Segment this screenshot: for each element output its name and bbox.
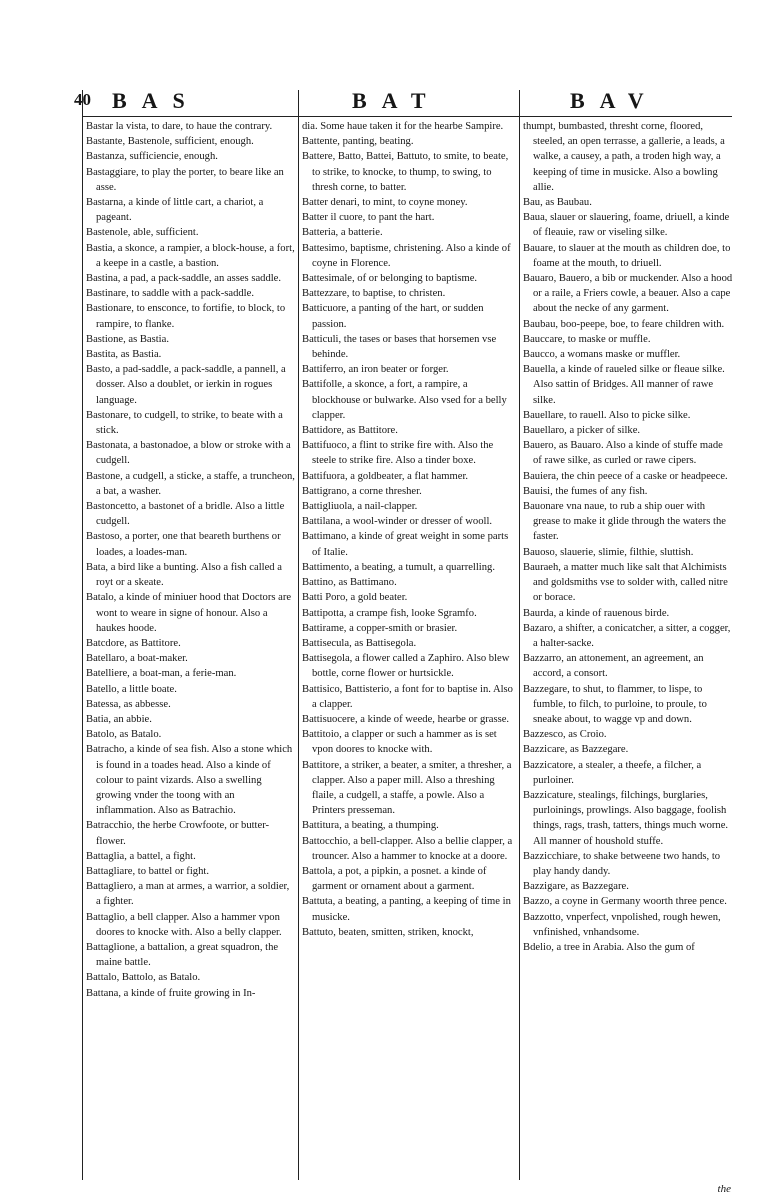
- dictionary-entry: Bazzarro, an attonement, an agreement, an accord, a consort.: [523, 653, 704, 680]
- dictionary-entry: Battifuoco, a flint to strike fire with. Also the steele to strike fire. Also a tinder boxe.: [302, 440, 494, 467]
- catchword: the: [717, 1183, 731, 1195]
- dictionary-entry: Batter il cuore, to pant the hart.: [302, 212, 435, 224]
- dictionary-entry: Bata, a bird like a bunting. Also a fish called a royt or a skeate.: [86, 561, 282, 589]
- dictionary-entry: Bastita, as Bastia.: [86, 349, 162, 361]
- dictionary-entry: Bdelio, a tree in Arabia. Also the gum of: [523, 941, 695, 953]
- dictionary-entry: Battisecula, as Battisegola.: [302, 637, 417, 649]
- dictionary-entry: Battezzare, to baptise, to christen.: [302, 288, 446, 300]
- dictionary-entry: Battifuora, a goldbeater, a flat hammer.: [302, 470, 469, 482]
- running-head-right: BAV: [570, 88, 659, 113]
- dictionary-entry: Batia, an abbie.: [86, 713, 152, 725]
- dictionary-entry: Bauiera, the chin peece of a caske or headpeece.: [523, 470, 728, 482]
- dictionary-entry: Battigliuola, a nail-clapper.: [302, 501, 418, 513]
- dictionary-entry: Batalo, a kinde of miniuer hood that Doctors are wont to weare in signe of honour. Also a haukes hoode.: [86, 592, 292, 634]
- dictionary-entry: Bazaro, a shifter, a conicatcher, a sitter, a cogger, a halter-sacke.: [523, 622, 731, 649]
- dictionary-entry: Battisegola, a flower called a Zaphiro. Also blew bottle, corne flower or hurtsickle.: [302, 653, 510, 680]
- dictionary-entry: Bastone, a cudgell, a sticke, a staffe, a truncheon, a bat, a washer.: [86, 470, 295, 497]
- dictionary-entry: Battaglio, a bell clapper. Also a hammer vpon doores to knocke with. Also a belly clapper.: [86, 911, 282, 938]
- dictionary-entry: Batelliere, a boat-man, a ferie-man.: [86, 668, 237, 680]
- dictionary-entry: Bauaro, Bauero, a bib or muckender. Also a hood or a raile, a Friers cowle, a beauer. Also a cape about the necke of any garment.: [523, 273, 733, 315]
- dictionary-entry: Baucco, a womans maske or muffler.: [523, 349, 681, 361]
- dictionary-entry: Battesimo, baptisme, christening. Also a kinde of coyne in Florence.: [302, 242, 511, 269]
- dictionary-entry: Bazzegare, to shut, to flammer, to lispe, to fumble, to filch, to purloine, to proule, to sneake about, to wagge vp and down.: [523, 683, 707, 725]
- dictionary-entry: Battirame, a copper-smith or brasier.: [302, 622, 458, 634]
- dictionary-entry: Bastonata, a bastonadoe, a blow or stroke with a cudgell.: [86, 440, 291, 467]
- dictionary-entry: Bazzicchiare, to shake betweene two hands, to play handy dandy.: [523, 850, 721, 877]
- dictionary-entry: Bastoso, a porter, one that beareth burthens or loades, a loades-man.: [86, 531, 281, 558]
- dictionary-entry: Bastione, as Bastia.: [86, 333, 169, 345]
- column-divider-1: [298, 90, 299, 1180]
- page-number: 40: [74, 90, 91, 109]
- column-middle: [302, 119, 516, 940]
- dictionary-entry: Battiferro, an iron beater or forger.: [302, 364, 449, 376]
- dictionary-entry: Baua, slauer or slauering, foame, driuell, a kinde of fleauie, raw or viseling silke.: [523, 212, 730, 239]
- dictionary-entry: Bastinare, to saddle with a pack-saddle.: [86, 288, 254, 300]
- left-border-rule: [82, 90, 83, 1180]
- dictionary-entry: Battente, panting, beating.: [302, 136, 414, 148]
- dictionary-entry: Bau, as Baubau.: [523, 197, 592, 209]
- dictionary-entry: Bauella, a kinde of raueled silke or fleaue silke. Also sattin of Bridges. All manner of rawe silke.: [523, 364, 725, 406]
- dictionary-entry: Baurda, a kinde of rauenous birde.: [523, 607, 670, 619]
- dictionary-entry: Bauare, to slauer at the mouth as children doe, to foame at the mouth, to driuell.: [523, 242, 731, 269]
- dictionary-entry: Battidore, as Battitore.: [302, 425, 398, 437]
- dictionary-entry: Bauoso, slauerie, slimie, filthie, sluttish.: [523, 546, 694, 558]
- running-head-center: BAT: [352, 88, 441, 113]
- dictionary-entry: Bazzicatore, a stealer, a theefe, a filcher, a purloiner.: [523, 759, 702, 786]
- dictionary-entry: Bauellare, to rauell. Also to picke silke.: [523, 409, 691, 421]
- dictionary-entry: Batracchio, the herbe Crowfoote, or butter-flower.: [86, 820, 270, 847]
- dictionary-entry: Battitura, a beating, a thumping.: [302, 820, 439, 832]
- column-left: [86, 119, 296, 1001]
- dictionary-entry: Bastar la vista, to dare, to haue the contrary.: [86, 121, 273, 132]
- dictionary-entry: Bastionare, to ensconce, to fortifie, to block, to rampire, to flanke.: [86, 303, 286, 330]
- dictionary-entry: Batellaro, a boat-maker.: [86, 653, 188, 665]
- dictionary-entry: Battimento, a beating, a tumult, a quarrelling.: [302, 561, 495, 573]
- dictionary-entry: Battitore, a striker, a beater, a smiter, a thresher, a clapper. Also a paper mill. Also a threshing flaile, a cudgell, a staffe, a powle. Also a Printers presseman.: [302, 759, 512, 817]
- dictionary-entry: Bauisi, the fumes of any fish.: [523, 485, 648, 497]
- running-head-left: BAS: [112, 88, 200, 113]
- dictionary-entry: Bastanza, sufficiencie, enough.: [86, 151, 218, 163]
- dictionary-entry: Battola, a pot, a pipkin, a posnet. a kinde of garment or ornament about a garment.: [302, 865, 487, 893]
- dictionary-entry: Batticuli, the tases or bases that horsemen vse behinde.: [302, 333, 497, 361]
- dictionary-entry: Battipotta, a crampe fish, looke Sgramfo.: [302, 607, 477, 619]
- dictionary-entry: Bazzigare, as Bazzegare.: [523, 881, 629, 893]
- dictionary-entry: Battigrano, a corne thresher.: [302, 485, 422, 497]
- dictionary-entry: Batteria, a batterie.: [302, 227, 383, 239]
- dictionary-entry: Bazzicature, stealings, filchings, burglaries, purloinings, prowlings. Also baggage, foolish things, rags, trash, tatters, things much worne. All manner of houshold stuffe.: [523, 789, 729, 847]
- dictionary-entry: Bauonare vna naue, to rub a ship ouer with grease to make it glide through the waters the faster.: [523, 501, 726, 543]
- dictionary-entry: Battesimale, of or belonging to baptisme.: [302, 273, 478, 285]
- dictionary-entry: Bazzotto, vnperfect, vnpolished, rough hewen, vnfinished, vnhandsome.: [523, 911, 721, 938]
- dictionary-entry: dia. Some haue taken it for the hearbe Sampire.: [302, 121, 504, 132]
- column-right: [523, 119, 733, 955]
- dictionary-entry: Bastaggiare, to play the porter, to beare like an asse.: [86, 166, 284, 193]
- dictionary-entry: Battagliero, a man at armes, a warrior, a soldier, a fighter.: [86, 881, 290, 908]
- dictionary-entry: Battitoio, a clapper or such a hammer as is set vpon doores to knocke with.: [302, 729, 497, 756]
- dictionary-entry: thumpt, bumbasted, thresht corne, floored, steeled, an open terrasse, a gallerie, a leads, a walke, a causey, a path, a troden high way, a keeping of time in musicke. Also a bowling allie.: [523, 121, 725, 193]
- column-divider-2: [519, 90, 520, 1180]
- dictionary-entry: Batticuore, a panting of the hart, or sudden passion.: [302, 303, 484, 330]
- dictionary-entry: Battana, a kinde of fruite growing in In-: [86, 987, 256, 999]
- dictionary-entry: Bazzicare, as Bazzegare.: [523, 744, 629, 756]
- dictionary-entry: Battifolle, a skonce, a fort, a rampire, a blockhouse or bulwarke. Also vsed for a belly clapper.: [302, 379, 507, 421]
- dictionary-entry: Batracho, a kinde of sea fish. Also a stone which is found in a toades head. Also a kinde of colour to paint vizards. Also a swelling growing vnder the toong with an inflammation. Also as Batrachio.: [86, 744, 293, 817]
- dictionary-entry: Bazzesco, as Croio.: [523, 729, 607, 741]
- dictionary-entry: Battere, Batto, Battei, Battuto, to smite, to beate, to strike, to knocke, to thump, to swing, to thresh corne, to batter.: [302, 151, 509, 193]
- dictionary-entry: Bastarna, a kinde of little cart, a chariot, a pageant.: [86, 197, 264, 224]
- dictionary-entry: Batessa, as abbesse.: [86, 698, 171, 710]
- dictionary-entry: Bastoncetto, a bastonet of a bridle. Also a little cudgell.: [86, 501, 285, 528]
- dictionary-entry: Bastante, Bastenole, sufficient, enough.: [86, 136, 254, 148]
- dictionary-entry: Battisico, Battisterio, a font for to baptise in. Also a clapper.: [302, 683, 513, 710]
- dictionary-entry: Battuta, a beating, a panting, a keeping of time in musicke.: [302, 896, 511, 923]
- dictionary-entry: Battilana, a wool-winder or dresser of wooll.: [302, 516, 493, 528]
- dictionary-entry: Battuto, beaten, smitten, striken, knockt,: [302, 926, 474, 938]
- dictionary-entry: Batolo, as Batalo.: [86, 729, 162, 741]
- dictionary-entry: Bauero, as Bauaro. Also a kinde of stuffe made of rawe silke, as curled or rawe cipers.: [523, 440, 723, 467]
- dictionary-entry: Baubau, boo-peepe, boe, to feare children with.: [523, 318, 725, 330]
- dictionary-entry: Basto, a pad-saddle, a pack-saddle, a pannell, a dosser. Also a doublet, or ierkin in rogues language.: [86, 364, 286, 406]
- dictionary-entry: Battisuocere, a kinde of weede, hearbe or grasse.: [302, 713, 510, 725]
- dictionary-entry: Bastia, a skonce, a rampier, a block-house, a fort, a keepe in a castle, a bastion.: [86, 242, 295, 269]
- dictionary-entry: Battalo, Battolo, as Batalo.: [86, 972, 201, 984]
- dictionary-entry: Bastonare, to cudgell, to strike, to beate with a stick.: [86, 409, 283, 437]
- dictionary-entry: Batti Poro, a gold beater.: [302, 592, 408, 604]
- dictionary-entry: Battagliare, to battel or fight.: [86, 865, 209, 877]
- dictionary-entry: Battaglia, a battel, a fight.: [86, 850, 196, 862]
- dictionary-entry: Bazzo, a coyne in Germany woorth three pence.: [523, 896, 727, 908]
- dictionary-entry: Bastenole, able, sufficient.: [86, 227, 199, 239]
- dictionary-entry: Batter denari, to mint, to coyne money.: [302, 197, 468, 209]
- dictionary-entry: Bauccare, to maske or muffle.: [523, 333, 651, 345]
- dictionary-entry: Battaglione, a battalion, a great squadron, the maine battle.: [86, 941, 279, 969]
- dictionary-entry: Bauraeh, a matter much like salt that Alchimists and goldsmiths vse to solder with, called nitre or borace.: [523, 561, 728, 604]
- dictionary-entry: Battimano, a kinde of great weight in some parts of Italie.: [302, 531, 509, 558]
- running-heads: [90, 88, 730, 114]
- dictionary-entry: Battino, as Battimano.: [302, 577, 397, 589]
- dictionary-entry: Bastina, a pad, a pack-saddle, an asses saddle.: [86, 273, 282, 285]
- dictionary-entry: Battocchio, a bell-clapper. Also a bellie clapper, a trouncer. Also a hammer to knocke at a doore.: [302, 835, 513, 862]
- dictionary-entry: Batello, a little boate.: [86, 683, 177, 695]
- header-rule: [82, 116, 732, 117]
- dictionary-entry: Batcdore, as Battitore.: [86, 637, 181, 649]
- dictionary-entry: Bauellaro, a picker of silke.: [523, 425, 641, 437]
